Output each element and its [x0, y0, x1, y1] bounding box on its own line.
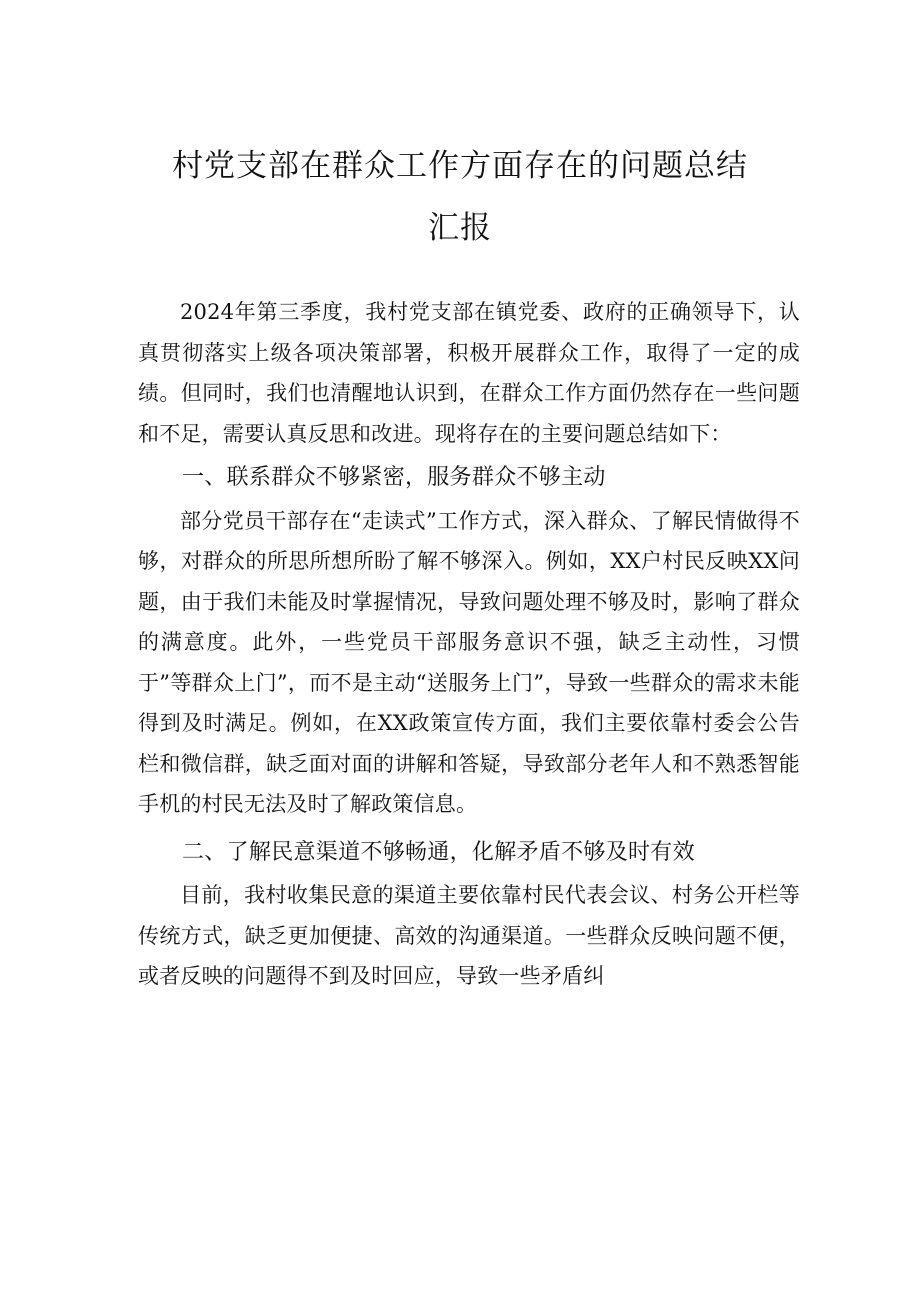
- section-2-heading: 二、了解民意渠道不够畅通，化解矛盾不够及时有效: [182, 839, 695, 865]
- document-title-line-1: 村党支部在群众工作方面存在的问题总结: [172, 148, 748, 184]
- intro-paragraph: 2024年第三季度，我村党支部在镇党委、政府的正确领导下，认真贯彻落实上级各项决策部署，积极开展群众工作，取得了一定的成绩。但同时，我们也清醒地认识到，在群众工作方面仍然存在一些问题和不足，需要认真反思和改进。现将存在的主要问题总结如下：: [138, 300, 800, 446]
- document-title-line-2: 汇报: [428, 210, 492, 246]
- section-1-heading: 一、联系群众不够紧密，服务群众不够主动: [182, 465, 606, 490]
- section-2-paragraph: 目前，我村收集民意的渠道主要依靠村民代表会议、村务公开栏等传统方式，缺乏更加便捷、高效的沟通渠道。一些群众反映问题不便，或者反映的问题得不到及时回应，导致一些矛盾纠: [138, 883, 800, 988]
- section-1-paragraph: 部分党员干部存在“走读式”工作方式，深入群众、了解民情做得不够，对群众的所思所想所盼了解不够深入。例如，XX户村民反映XX问题，由于我们未能及时掌握情况，导致问题处理不够及时，影响了群众的满意度。此外，一些党员干部服务意识不强，缺乏主动性，习惯于”等群众上门”，而不是主动“送服务上门”，导致一些群众的需求未能得到及时满足。例如，在XX政策宣传方面，我们主要依靠村委会公告栏和微信群，缺乏面对面的讲解和答疑，导致部分老年人和不熟悉智能手机的村民无法及时了解政策信息。: [138, 508, 800, 816]
- document-body: [138, 292, 800, 997]
